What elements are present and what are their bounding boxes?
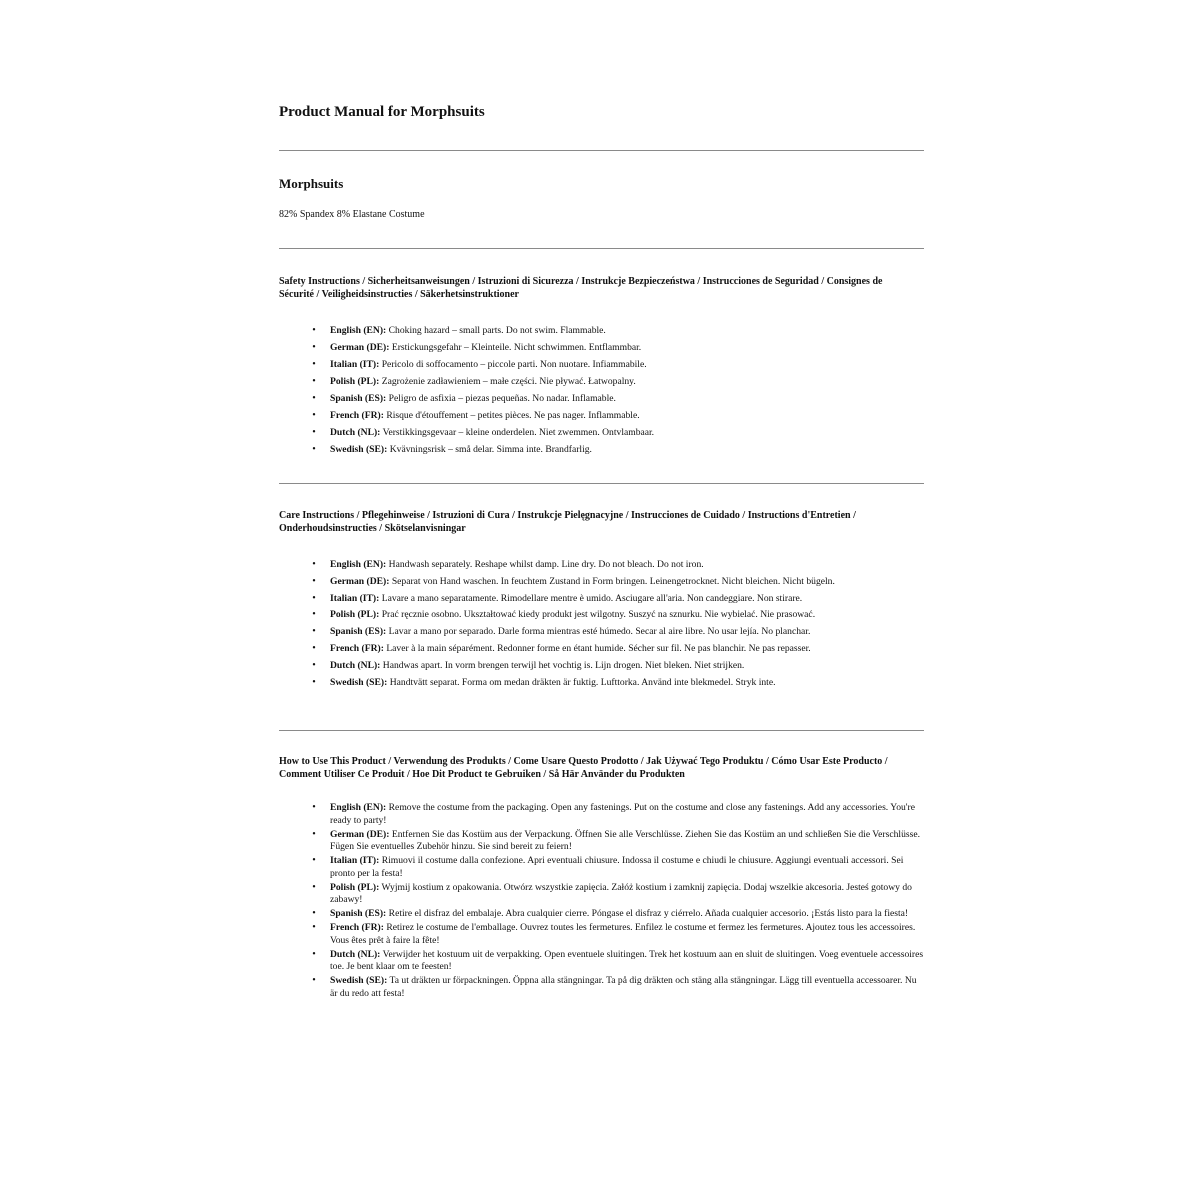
- instruction-text: Lavare a mano separatamente. Rimodellare mentre è umido. Asciugare all'aria. Non candeggiare. Non stirare.: [381, 592, 803, 604]
- bullet-icon: •: [312, 342, 316, 353]
- bullet-icon: •: [312, 444, 316, 455]
- language-label: French (FR):: [330, 410, 384, 421]
- bullet-icon: •: [312, 908, 316, 919]
- instruction-text: Wyjmij kostium z opakowania. Otwórz wszystkie zapięcia. Załóż kostium i zamknij zapięcia. Dodaj wszelkie akcesoria. Jesteś gotowy do zabawy!: [330, 881, 912, 905]
- language-label: Italian (IT):: [330, 592, 380, 604]
- bullet-icon: •: [312, 559, 316, 570]
- list-item: [279, 576, 924, 589]
- list-item: [279, 626, 924, 639]
- instruction-text: Handwas apart. In vorm brengen terwijl het vochtig is. Lijn drogen. Niet bleken. Niet strijken.: [382, 659, 745, 671]
- instruction-text: Erstickungsgefahr – Kleinteile. Nicht schwimmen. Entflammbar.: [391, 342, 642, 353]
- list-item: [279, 393, 924, 406]
- bullet-icon: •: [312, 376, 316, 387]
- bullet-icon: •: [312, 855, 316, 866]
- bullet-icon: •: [312, 881, 316, 893]
- language-label: French (FR):: [330, 642, 384, 654]
- language-label: Spanish (ES):: [330, 908, 387, 919]
- bullet-icon: •: [312, 592, 316, 604]
- list-item: [279, 922, 924, 947]
- instruction-text: Handwash separately. Reshape whilst damp. Line dry. Do not bleach. Do not iron.: [388, 559, 704, 570]
- language-label: Polish (PL):: [330, 609, 380, 621]
- safety-list: [279, 325, 924, 461]
- material-composition: 82% Spandex 8% Elastane Costume: [279, 209, 425, 220]
- bullet-icon: •: [312, 325, 316, 336]
- list-item: [279, 677, 924, 690]
- language-label: English (EN):: [330, 802, 387, 813]
- page-title: Product Manual for Morphsuits: [279, 104, 485, 120]
- bullet-icon: •: [312, 393, 316, 404]
- instruction-text: Laver à la main séparément. Redonner forme en étant humide. Sécher sur fil. Ne pas blanchir. Ne pas repasser.: [386, 642, 811, 654]
- divider: [279, 248, 924, 249]
- instruction-text: Zagrożenie zadławieniem – małe części. Nie pływać. Łatwopalny.: [381, 376, 636, 387]
- divider: [279, 483, 924, 484]
- bullet-icon: •: [312, 410, 316, 421]
- language-label: Dutch (NL):: [330, 427, 381, 438]
- bullet-icon: •: [312, 922, 316, 933]
- bullet-icon: •: [312, 802, 316, 813]
- language-label: Polish (PL):: [330, 376, 380, 387]
- language-label: Dutch (NL):: [330, 948, 381, 960]
- list-item: [279, 410, 924, 423]
- care-heading: Care Instructions / Pflegehinweise / Istruzioni di Cura / Instrukcje Pielęgnacyjne / Instrucciones de Cuidado / Instructions d'Entretien / Onderhoudsinstructies / Skötselanvisningar: [279, 510, 856, 534]
- bullet-icon: •: [312, 659, 316, 671]
- product-name: Morphsuits: [279, 176, 344, 191]
- bullet-icon: •: [312, 948, 316, 960]
- list-item: [279, 593, 924, 606]
- instruction-text: Remove the costume from the packaging. Open any fastenings. Put on the costume and close any fastenings. Add any accessories. You're ready to party!: [330, 802, 915, 826]
- language-label: English (EN):: [330, 325, 387, 336]
- language-label: French (FR):: [330, 922, 384, 933]
- instruction-text: Choking hazard – small parts. Do not swim. Flammable.: [388, 325, 606, 336]
- care-list: [279, 559, 924, 693]
- language-label: Spanish (ES):: [330, 393, 387, 404]
- instruction-text: Verwijder het kostuum uit de verpakking. Open eventuele sluitingen. Trek het kostuum aan en sluit de sluitingen. Voeg eventuele accessoires toe. Je bent klaar om te feesten!: [330, 948, 924, 972]
- instruction-text: Retirez le costume de l'emballage. Ouvrez toutes les fermetures. Enfilez le costume et fermez les fermetures. Ajoutez tous les accessoires. Vous êtes prêt à faire la fête!: [330, 922, 916, 946]
- list-item: [279, 359, 924, 372]
- instruction-text: Rimuovi il costume dalla confezione. Apri eventuali chiusure. Indossa il costume e chiudi le chiusure. Aggiungi eventuali accessori. Sei pronto per la festa!: [330, 855, 904, 879]
- list-item: [279, 643, 924, 656]
- list-item: [279, 342, 924, 355]
- howto-heading: How to Use This Product / Verwendung des Produkts / Come Usare Questo Prodotto / Jak Używać Tego Produktu / Cómo Usar Este Producto / Comment Utiliser Ce Produit / Hoe Dit Product te Gebruiken / Så Här Använder du Produkten: [279, 756, 888, 780]
- instruction-text: Prać ręcznie osobno. Ukształtować kiedy produkt jest wilgotny. Suszyć na sznurku. Nie wybielać. Nie prasować.: [381, 609, 816, 621]
- list-item: [279, 882, 924, 907]
- instruction-text: Retire el disfraz del embalaje. Abra cualquier cierre. Póngase el disfraz y ciérrelo. Añada cualquier accesorio. ¡Estás listo para la fiesta!: [388, 908, 909, 919]
- instruction-text: Entfernen Sie das Kostüm aus der Verpackung. Öffnen Sie alle Verschlüsse. Ziehen Sie das Kostüm an und schließen Sie die Verschlüsse. Fügen Sie eventuelles Zubehör hinzu. Sie sind bereit zu feiern!: [330, 828, 920, 852]
- instruction-text: Pericolo di soffocamento – piccole parti. Non nuotare. Infiammabile.: [381, 359, 647, 370]
- bullet-icon: •: [312, 427, 316, 438]
- instruction-text: Separat von Hand waschen. In feuchtem Zustand in Form bringen. Leinengetrocknet. Nicht bleichen. Nicht bügeln.: [391, 575, 835, 587]
- list-item: [279, 559, 924, 572]
- bullet-icon: •: [312, 575, 316, 587]
- language-label: Dutch (NL):: [330, 659, 381, 671]
- language-label: Italian (IT):: [330, 359, 380, 370]
- instruction-text: Ta ut dräkten ur förpackningen. Öppna alla stängningar. Ta på dig dräkten och stäng alla stängningar. Lägg till eventuella accessoarer. Nu är du redo att festa!: [330, 975, 917, 999]
- list-item: [279, 949, 924, 974]
- language-label: Spanish (ES):: [330, 626, 387, 638]
- bullet-icon: •: [312, 975, 316, 986]
- language-label: Polish (PL):: [330, 881, 380, 893]
- list-item: [279, 325, 924, 338]
- divider: [279, 150, 924, 151]
- language-label: English (EN):: [330, 559, 387, 570]
- language-label: German (DE):: [330, 828, 390, 840]
- bullet-icon: •: [312, 676, 316, 688]
- instruction-text: Verstikkingsgevaar – kleine onderdelen. Niet zwemmen. Ontvlambaar.: [382, 427, 655, 438]
- instruction-text: Peligro de asfixia – piezas pequeñas. No nadar. Inflamable.: [388, 393, 616, 404]
- instruction-text: Risque d'étouffement – petites pièces. Ne pas nager. Inflammable.: [386, 410, 640, 421]
- list-item: [279, 609, 924, 622]
- list-item: [279, 660, 924, 673]
- instruction-text: Kvävningsrisk – små delar. Simma inte. Brandfarlig.: [389, 444, 592, 455]
- language-label: German (DE):: [330, 575, 390, 587]
- list-item: [279, 975, 924, 1000]
- list-item: [279, 802, 924, 827]
- language-label: Swedish (SE):: [330, 975, 388, 986]
- divider: [279, 730, 924, 731]
- bullet-icon: •: [312, 359, 316, 370]
- list-item: [279, 829, 924, 854]
- language-label: German (DE):: [330, 342, 390, 353]
- list-item: [279, 376, 924, 389]
- language-label: Swedish (SE):: [330, 444, 388, 455]
- instruction-text: Lavar a mano por separado. Darle forma mientras esté húmedo. Secar al aire libre. No usar lejía. No planchar.: [388, 626, 811, 638]
- list-item: [279, 855, 924, 880]
- language-label: Italian (IT):: [330, 855, 380, 866]
- list-item: [279, 444, 924, 457]
- bullet-icon: •: [312, 609, 316, 621]
- list-item: [279, 427, 924, 440]
- bullet-icon: •: [312, 626, 316, 638]
- bullet-icon: •: [312, 642, 316, 654]
- list-item: [279, 908, 924, 921]
- safety-heading: Safety Instructions / Sicherheitsanweisungen / Istruzioni di Sicurezza / Instrukcje Bezpieczeństwa / Instrucciones de Seguridad / Consignes de Sécurité / Veiligheidsinstructies / Säkerhetsinstruktioner: [279, 276, 883, 300]
- language-label: Swedish (SE):: [330, 676, 388, 688]
- howto-list: [279, 802, 924, 1002]
- bullet-icon: •: [312, 828, 316, 840]
- instruction-text: Handtvätt separat. Forma om medan dräkten är fuktig. Lufttorka. Använd inte blekmedel. Stryk inte.: [389, 676, 776, 688]
